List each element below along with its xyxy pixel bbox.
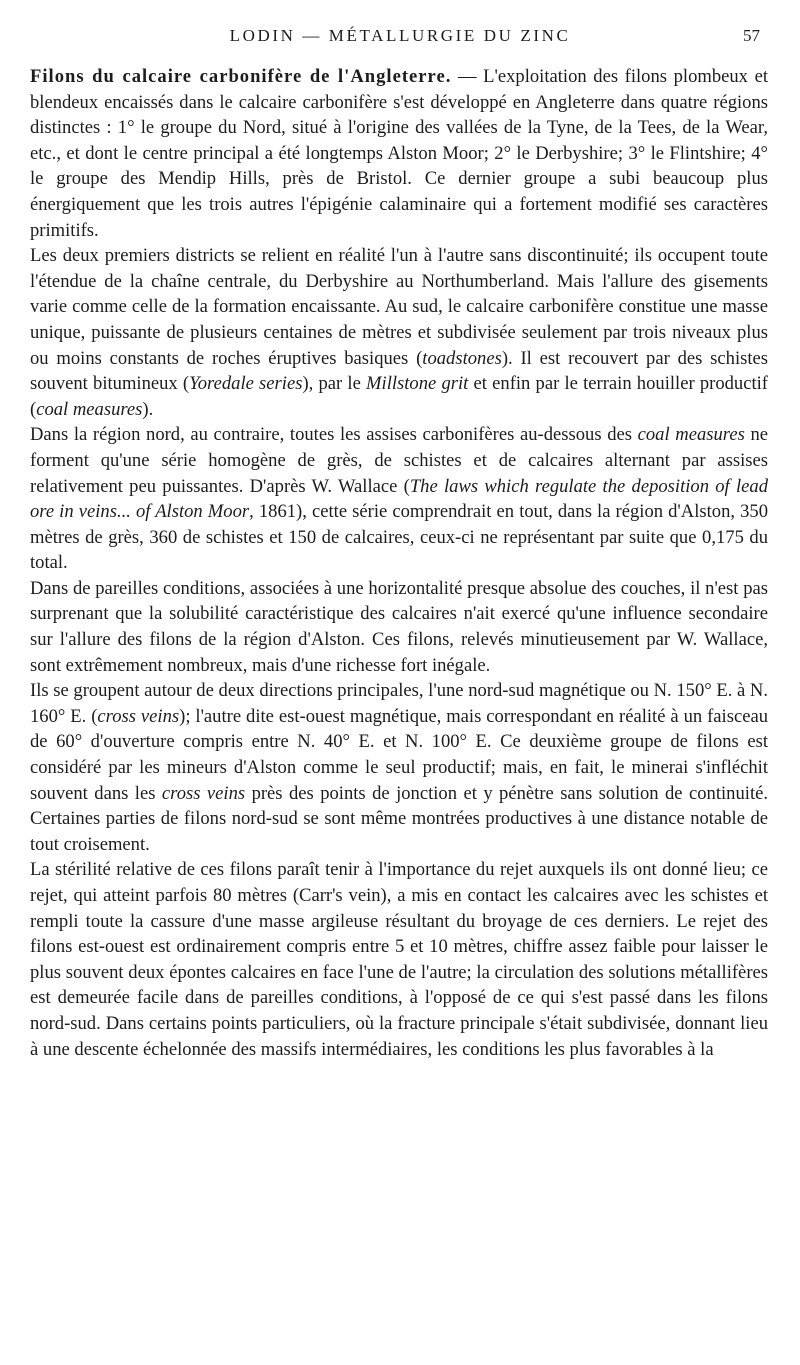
text-run: L'exploitation des filons plombeux et blendeux encaissés dans le calcaire carbonifère s'est développé en Angleterre dans quatre régions distinctes : 1° le groupe du Nord, situé à l'origine des vallées de la Tyne, de la Tees, de la Wear, etc., et dont le centre principal a été longtemps Alston Moor; 2° le Derbyshire; 3° le Flintshire; 4° le groupe des Mendip Hills, près de Bristol. Ce dernier groupe a subi beaucoup plus énergiquement que les trois autres l'épigénie calaminaire qui a fortement modifié ses caractères primitifs. — [30, 66, 768, 241]
body-text — [30, 64, 768, 1062]
text-run: Dans de pareilles conditions, associées à une horizontalité presque absolue des couches, il n'est pas surprenant que la solubilité caractéristique des calcaires n'ait exercé qu'une influence secondaire sur l'allure des filons de la région d'Alston. Ces filons, relevés minutieusement par W. Wallace, sont extrêmement nombreux, mais d'une richesse fort inégale. — [30, 577, 768, 676]
italic-text: The laws which regulate the deposition of lead ore in veins... of Alston Moor — [30, 475, 768, 523]
paragraph — [30, 576, 768, 678]
text-run: , 1861), cette série comprendrait en tout, dans la région d'Alston, 350 mètres de grès, 360 de schistes et 150 de calcaires, ceux-ci ne représentant par suite que 0,175 du total. — [30, 501, 768, 574]
italic-text: coal measures — [36, 398, 143, 420]
italic-text: Millstone grit — [366, 373, 469, 395]
paragraph — [30, 857, 768, 1062]
paragraph — [30, 422, 768, 576]
italic-text: cross veins — [97, 705, 180, 727]
paragraph — [30, 243, 768, 422]
running-title: LODIN — MÉTALLURGIE DU ZINC — [229, 26, 571, 45]
italic-text: Yoredale series — [189, 373, 303, 395]
text-run: Ils se groupent autour de deux directions principales, l'une nord-sud magnétique ou N. 150° E. à N. 160° E. ( — [30, 680, 768, 727]
italic-text: cross veins — [161, 782, 246, 804]
paragraph — [30, 678, 768, 857]
text-run: La stérilité relative de ces filons paraît tenir à l'importance du rejet auxquels ils ont donné lieu; ce rejet, qui atteint parfois 80 mètres (Carr's vein), a mis en contact les calcaires avec les schistes et rempli toute la cassure d'une masse argileuse résultant du broyage de ces derniers. Le rejet des filons est-ouest est ordinairement compris entre 5 et 10 mètres, chiffre assez faible pour laisser le plus souvent deux épontes calcaires en face l'une de l'autre; la circulation des solutions métallifères est demeurée facile dans de pareilles conditions, à l'opposé de ce qui s'est passé dans les filons nord-sud. Dans certains points particuliers, où la fracture principale s'était subdivisée, donnant lieu à une descente échelonnée des massifs intermédiaires, les conditions les plus favorables à la — [30, 859, 768, 1060]
italic-text: toadstones — [422, 347, 502, 369]
text-run: Dans la région nord, au contraire, toutes les assises carbonifères au-dessous des — [30, 424, 638, 446]
heading-dash: — — [451, 66, 484, 87]
text-run: et enfin par le terrain houiller productif ( — [30, 373, 768, 420]
section-heading: Filons du calcaire carbonifère de l'Angleterre. — [30, 66, 452, 87]
text-run: près des points de jonction et y pénètre sans solution de continuité. Certaines parties de filons nord-sud se sont même montrées productives à une distance notable de tout croisement. — [30, 782, 769, 855]
text-run: Les deux premiers districts se relient en réalité l'un à l'autre sans discontinuité; ils occupent toute l'étendue de la chaîne centrale, du Derbyshire au Northumberland. Mais l'allure des gisements varie comme celle de la formation encaissante. Au sud, le calcaire carbonifère constitue une masse unique, puissante de plusieurs centaines de mètres et subdivisée seulement par trois niveaux plus ou moins constants de roches éruptives basiques ( — [30, 245, 768, 369]
text-run: ). Il est recouvert par des schistes souvent bitumineux ( — [30, 347, 769, 395]
text-run: ). — [142, 398, 154, 420]
text-run: ); l'autre dite est-ouest magnétique, mais correspondant en réalité à un faisceau de 60° d'ouverture compris entre N. 40° E. et N. 100° E. Ce deuxième groupe de filons est considéré par les mineurs d'Alston comme le seul productif; mais, en fait, le minerai s'infléchit souvent dans les — [30, 705, 769, 804]
text-run: ), par le — [302, 373, 367, 395]
running-header — [0, 26, 800, 52]
italic-text: coal measures — [637, 424, 745, 446]
paragraph — [30, 64, 768, 243]
page-number: 57 — [743, 26, 760, 45]
text-run: ne forment qu'une série homogène de grès, de schistes et de calcaires alternant par assises relativement peu puissantes. D'après W. Wallace ( — [30, 424, 768, 497]
